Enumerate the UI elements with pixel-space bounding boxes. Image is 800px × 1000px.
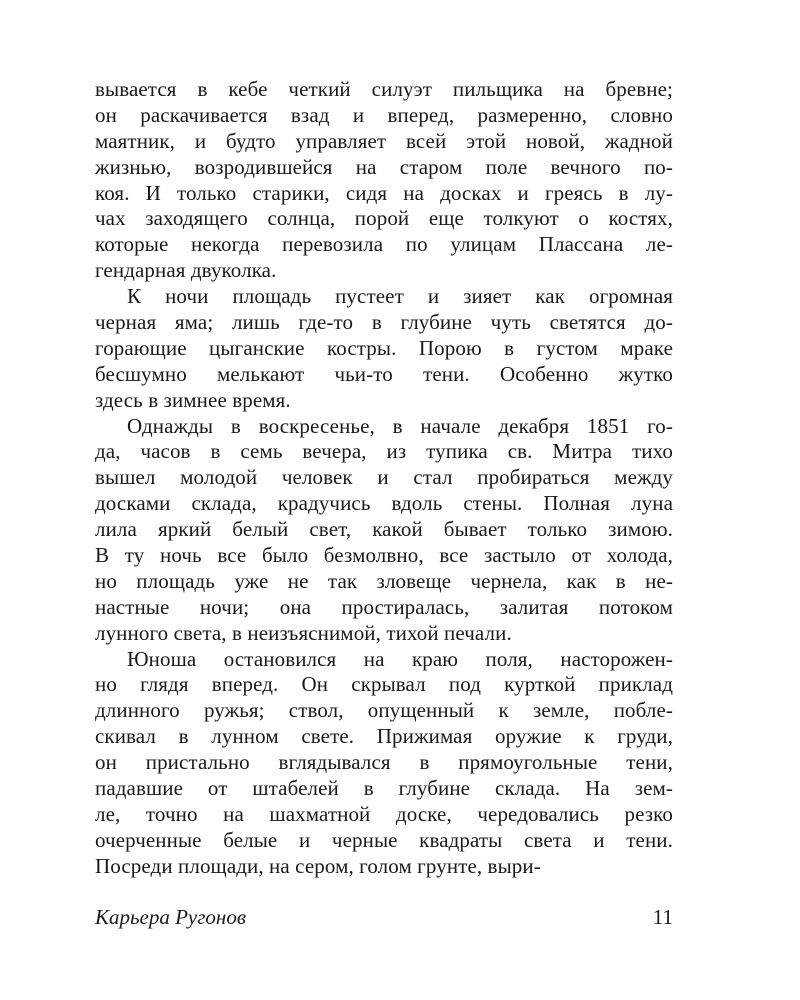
text-line: но глядя вперед. Он скрывал под курткой приклад (95, 672, 673, 697)
text-line: бесшумно мелькают чьи-то тени. Особенно жутко (95, 361, 673, 386)
text-line: он пристально вглядывался в прямоугольные тени, (95, 750, 673, 775)
text-line: Юноша остановился на краю поля, насторожен- (127, 646, 673, 671)
text-line: В ту ночь все было безмолвно, все застыло от холода, (95, 543, 673, 568)
text-line: коя. И только старики, сидя на досках и греясь в лу- (95, 180, 673, 205)
text-line: Однажды в воскресенье, в начале декабря 1851 го- (127, 413, 673, 438)
text-line: вышел молодой человек и стал пробираться между (95, 465, 673, 490)
paragraph (95, 647, 673, 880)
text-line: чах заходящего солнца, порой еще толкуют о костях, (95, 206, 673, 231)
text-line: горающие цыганские костры. Порою в густом мраке (95, 335, 673, 360)
running-title: Карьера Ругонов (95, 905, 246, 929)
paragraph (95, 77, 673, 284)
text-line: черная яма; лишь где-то в глубине чуть светятся до- (95, 310, 673, 335)
text-line: настные ночи; она простиралась, залитая потоком (95, 594, 673, 619)
text-line: гендарная двуколка. (95, 258, 277, 283)
text-line: жизнью, возродившейся на старом поле вечного по- (95, 154, 673, 179)
text-line: вывается в кебе четкий силуэт пильщика на бревне; (95, 77, 673, 101)
text-line: досками склада, крадучись вдоль стены. Полная луна (95, 491, 673, 516)
page-footer (95, 902, 673, 932)
text-line: он раскачивается взад и вперед, размеренно, словно (95, 102, 673, 127)
paragraph (95, 414, 673, 647)
text-line: здесь в зимнее время. (95, 387, 291, 412)
body-text (95, 77, 673, 880)
text-line: ле, точно на шахматной доске, чередовались резко (95, 801, 673, 826)
text-line: да, часов в семь вечера, из тупика св. Митра тихо (95, 439, 673, 464)
page-number: 11 (652, 905, 673, 929)
text-line: падавшие от штабелей в глубине склада. На зем- (95, 776, 673, 801)
text-line: длинного ружья; ствол, опущенный к земле, побле- (95, 698, 673, 723)
text-line: которые некогда перевозила по улицам Плассана ле- (95, 232, 673, 257)
text-line: но площадь уже не так зловеще чернела, как в не- (95, 568, 673, 593)
text-line: скивал в лунном свете. Прижимая оружие к груди, (95, 724, 673, 749)
text-line: маятник, и будто управляет всей этой новой, жадной (95, 128, 673, 153)
text-line: очерченные белые и черные квадраты света и тени. (95, 827, 673, 852)
text-line: К ночи площадь пустеет и зияет как огромная (127, 284, 673, 309)
paragraph (95, 284, 673, 413)
text-line: лила яркий белый свет, какой бывает только зимою. (95, 517, 673, 542)
text-line: лунного света, в неизъяснимой, тихой печали. (95, 620, 512, 645)
text-line: Посреди площади, на сером, голом грунте, выри- (95, 853, 541, 878)
